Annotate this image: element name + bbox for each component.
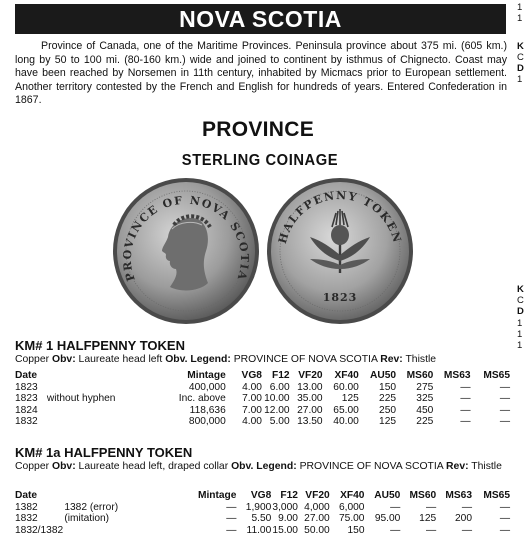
cell-f12: 12.00 — [264, 404, 290, 416]
cell-ms60: 275 — [416, 381, 434, 393]
cell-ms63: — — [460, 393, 471, 405]
cell-xf40: 40.00 — [333, 416, 359, 428]
cell-vf20: 13.00 — [297, 381, 323, 393]
cell-mintage: — — [226, 524, 237, 536]
table-row — [15, 525, 510, 537]
cell-xf40: 65.00 — [333, 404, 359, 416]
table-row — [15, 382, 510, 394]
cell-note — [47, 416, 160, 428]
coin-obverse-svg — [112, 177, 260, 325]
table-row — [15, 416, 510, 428]
cell-vf20: 13.50 — [297, 416, 323, 428]
coin-obverse-image — [112, 177, 260, 325]
km1a-col-note — [64, 490, 173, 502]
cell-ms63: — — [460, 381, 471, 393]
km1a-col-ms60: MS60 — [409, 490, 437, 501]
km1-metal: Copper — [15, 354, 50, 365]
km1-title: KM# 1 HALFPENNY TOKEN — [15, 338, 185, 353]
km1-col-xf40: XF40 — [334, 370, 359, 381]
cell-ms65: — — [499, 381, 510, 393]
table-row — [15, 405, 510, 417]
adjacent-page-edge — [517, 0, 528, 557]
cell-mintage: — — [226, 501, 237, 513]
cell-ms60: 450 — [416, 404, 434, 416]
cell-vg8: 7.00 — [242, 393, 262, 405]
cell-au50: 95.00 — [374, 513, 401, 525]
km1-obv-text: Laureate head left — [78, 354, 163, 365]
km1a-col-au50: AU50 — [374, 490, 401, 501]
km1a-rev-text: Thistle — [471, 461, 502, 472]
km1-col-f12: F12 — [272, 370, 290, 381]
cell-note — [64, 525, 173, 537]
km1a-metal: Copper — [15, 461, 50, 472]
km1-col-note — [47, 370, 160, 382]
table-row — [15, 502, 510, 514]
page-title: NOVA SCOTIA — [15, 4, 506, 34]
edge-char: 1 — [517, 13, 523, 25]
km1-price-table — [15, 370, 510, 428]
cell-vg8: 7.00 — [242, 404, 262, 416]
edge-char: C — [517, 51, 524, 63]
edge-char: K — [517, 40, 524, 52]
cell-au50: 150 — [379, 381, 397, 393]
cell-ms63: — — [460, 404, 471, 416]
cell-ms60: 225 — [416, 416, 434, 428]
cell-date: 1382 — [15, 501, 38, 513]
km1-col-vf20: VF20 — [298, 370, 323, 381]
edge-char: 1 — [517, 328, 523, 340]
cell-au50: 225 — [379, 393, 397, 405]
cell-ms65: — — [499, 501, 510, 513]
cell-mintage: 400,000 — [188, 381, 226, 393]
cell-f12: 9.00 — [278, 513, 298, 525]
coin-obverse-legend: PROVINCE OF NOVA SCOTIA — [120, 193, 252, 283]
edge-char: 1 — [517, 340, 523, 352]
edge-char: 1 — [517, 2, 523, 13]
coin-reverse-date: 1823 — [322, 291, 358, 304]
cell-vg8: 4.00 — [242, 381, 262, 393]
cell-f12: 6.00 — [269, 381, 290, 393]
cell-date: 1823 — [15, 381, 38, 393]
cell-mintage: Inc. above — [178, 393, 226, 405]
edge-char: 1 — [517, 74, 523, 86]
cell-mintage: 118,636 — [189, 404, 226, 416]
km1a-col-vf20: VF20 — [305, 490, 330, 501]
table-row — [15, 393, 510, 405]
cell-note: (imitation) — [64, 513, 110, 525]
edge-char: C — [517, 295, 524, 307]
cell-vg8: 11.00 — [246, 524, 272, 536]
intro-text: Province of Canada, one of the Maritime Provinces. Peninsula province about 375 mi. (605 km.) long by 50 to 100 mi. (80-160 km.) wide and joined to continent by isthmus of Chignecto. Coast may have been reached by Norsemen in 11th century, inhabited by Micmacs prior to European settlement. Another territory contested by the French and English for hundreds of years. Entered Confederation in 1867. — [15, 40, 507, 107]
coin-reverse-image — [266, 177, 414, 325]
km1a-description — [15, 461, 515, 474]
km1-col-date: Date — [15, 370, 38, 381]
km1a-col-ms65: MS65 — [483, 490, 510, 501]
cell-date: 1832/1382 — [15, 524, 64, 536]
km1a-price-table — [15, 490, 510, 536]
cell-ms65: — — [499, 416, 510, 428]
cell-vf20: 27.00 — [304, 513, 330, 525]
cell-au50: 125 — [379, 416, 397, 428]
coin-reverse-svg — [266, 177, 414, 325]
cell-xf40: 150 — [347, 524, 365, 536]
km1-col-ms65: MS65 — [483, 370, 510, 381]
cell-ms63: — — [460, 416, 471, 428]
cell-xf40: 75.00 — [338, 513, 365, 525]
cell-ms60: — — [425, 524, 437, 536]
cell-ms63: — — [461, 524, 473, 536]
cell-ms60: — — [425, 501, 437, 513]
edge-char: 1 — [517, 317, 523, 329]
cell-vf20: 50.00 — [304, 524, 330, 536]
km1a-title: KM# 1a HALFPENNY TOKEN — [15, 445, 193, 460]
intro-paragraph — [15, 40, 507, 108]
km1a-legend-text: PROVINCE OF NOVA SCOTIA — [299, 461, 444, 472]
km1a-header-row — [15, 490, 510, 502]
cell-vg8: 5.50 — [251, 513, 272, 525]
km1a-obv-label: Obv: — [51, 461, 76, 472]
cell-mintage: 800,000 — [188, 416, 226, 428]
section-heading: PROVINCE — [201, 118, 315, 141]
cell-ms60: 325 — [416, 393, 434, 405]
cell-au50: — — [390, 524, 401, 536]
km1a-obv-text: Laureate head left, draped collar — [78, 461, 229, 472]
km1a-rev-label: Rev: — [446, 461, 469, 472]
km1-legend-text: PROVINCE OF NOVA SCOTIA — [233, 354, 378, 365]
cell-date: 1823 — [15, 393, 38, 405]
cell-note: 1382 (error) — [64, 501, 119, 513]
km1a-col-f12: F12 — [280, 490, 298, 501]
cell-note — [47, 382, 160, 394]
cell-f12: 5.00 — [269, 416, 290, 428]
km1-col-ms63: MS63 — [443, 370, 471, 381]
cell-ms65: — — [499, 524, 510, 536]
km1-col-mintage: Mintage — [187, 370, 226, 381]
cell-vg8: 1,900 — [245, 501, 272, 513]
cell-ms63: — — [461, 501, 473, 513]
cell-ms65: — — [499, 404, 510, 416]
km1-col-vg8: VG8 — [241, 370, 262, 381]
km1-obv-label: Obv: — [51, 354, 76, 365]
edge-char: D — [517, 63, 524, 75]
cell-xf40: 6,000 — [338, 501, 365, 513]
km1a-legend-label: Obv. Legend: — [231, 461, 297, 472]
section-subheading: STERLING COINAGE — [181, 152, 339, 169]
cell-ms63: 200 — [455, 513, 473, 525]
cell-note — [47, 405, 160, 417]
cell-vf20: 27.00 — [297, 404, 323, 416]
km1-col-ms60: MS60 — [406, 370, 434, 381]
coin-reverse-legend: HALFPENNY TOKEN — [275, 188, 405, 246]
km1a-col-xf40: XF40 — [340, 490, 365, 501]
cell-mintage: — — [226, 513, 237, 525]
cell-ms60: 125 — [419, 513, 437, 525]
cell-vf20: 35.00 — [297, 393, 323, 405]
cell-f12: 15.00 — [272, 524, 298, 536]
cell-date: 1832 — [15, 513, 38, 525]
km1a-col-mintage: Mintage — [197, 490, 237, 501]
edge-char: D — [517, 306, 524, 318]
km1-legend-label: Obv. Legend: — [165, 354, 231, 365]
cell-date: 1824 — [15, 404, 38, 416]
cell-ms65: — — [499, 393, 510, 405]
cell-vg8: 4.00 — [242, 416, 262, 428]
cell-vf20: 4,000 — [304, 501, 330, 513]
km1a-col-date: Date — [15, 490, 38, 501]
edge-char: K — [517, 283, 524, 295]
cell-xf40: 60.00 — [333, 381, 359, 393]
km1-description — [15, 354, 515, 367]
km1-rev-text: Thistle — [405, 354, 437, 365]
cell-xf40: 125 — [341, 393, 359, 405]
cell-ms65: — — [499, 513, 510, 525]
km1a-col-ms63: MS63 — [445, 490, 473, 501]
cell-note: without hyphen — [46, 393, 116, 405]
cell-au50: 250 — [379, 404, 397, 416]
km1a-col-vg8: VG8 — [250, 490, 272, 501]
km1-col-au50: AU50 — [370, 370, 397, 381]
table-row — [15, 513, 510, 525]
km1-header-row — [15, 370, 510, 382]
km1-rev-label: Rev: — [380, 354, 403, 365]
cell-date: 1832 — [15, 416, 38, 428]
cell-au50: — — [390, 501, 401, 513]
cell-f12: 3,000 — [272, 501, 298, 513]
cell-f12: 10.00 — [264, 393, 290, 405]
